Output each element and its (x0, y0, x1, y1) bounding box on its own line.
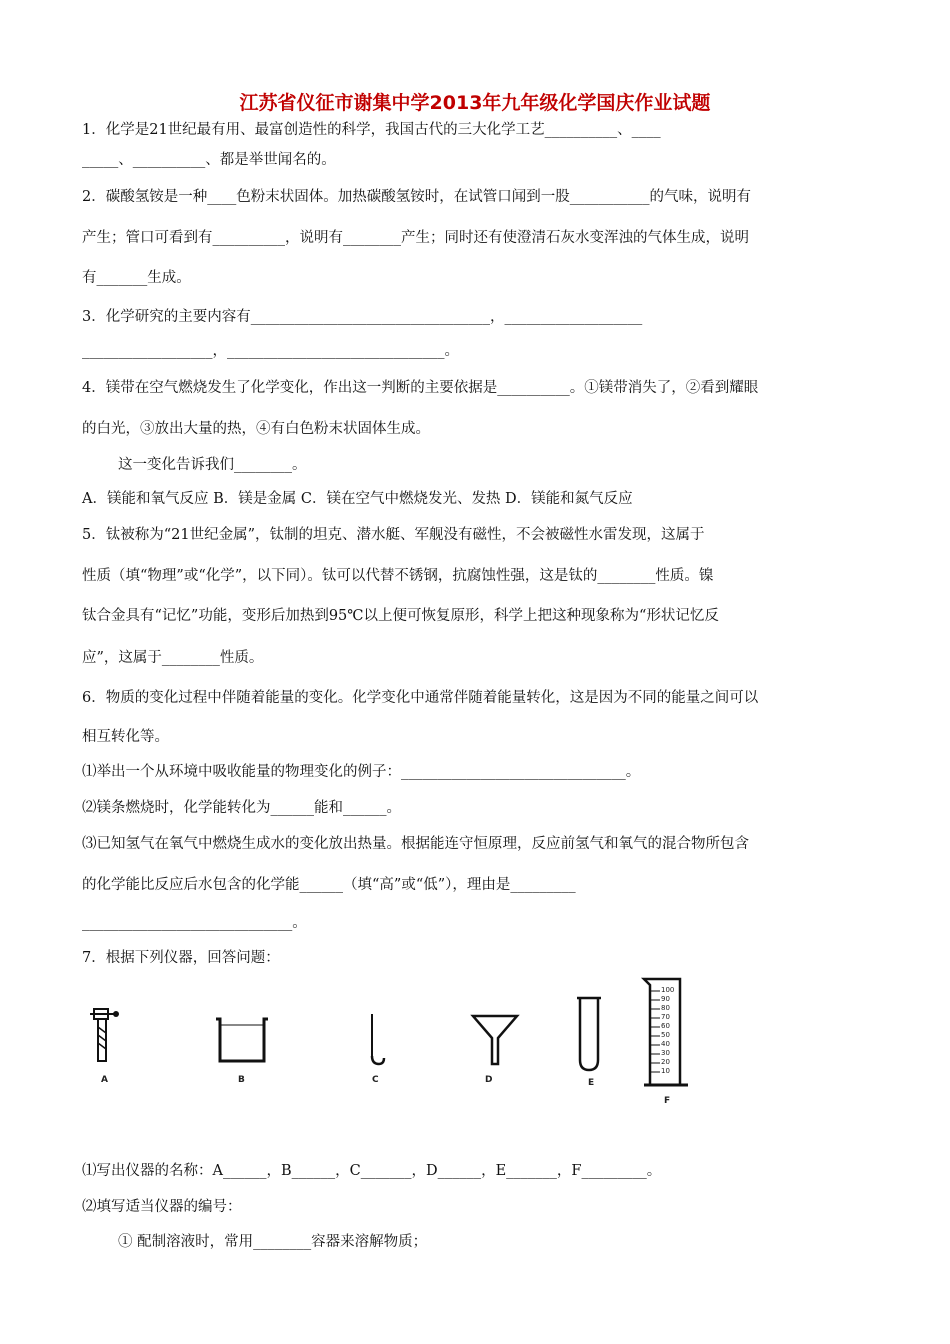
instrument-d-label: D (485, 1075, 493, 1085)
q5-line-2: 性质（填“物理”或“化学”，以下同）。钛可以代替不锈钢，抗腐蚀性强，这是钛的________性质。镍 (82, 568, 714, 584)
q4-line-3: 这一变化告诉我们________。 (118, 457, 307, 473)
q4-options: A．镁能和氧气反应 B．镁是金属 C．镁在空气中燃烧发光、发热 D．镁能和氮气反应 (82, 491, 633, 507)
q7-sub1: ⑴写出仪器的名称：A______，B______，C_______，D______，E_______，F_________。 (82, 1163, 662, 1179)
q2-line-1: 2．碳酸氢铵是一种____色粉末状固体。加热碳酸氢铵时，在试管口闻到一股___________的气味，说明有 (82, 189, 751, 205)
cylinder-tick: 40 (661, 1040, 670, 1048)
instrument-a-label: A (101, 1075, 108, 1085)
cylinder-tick: 90 (661, 995, 670, 1003)
q6-sub1: ⑴举出一个从环境中吸收能量的物理变化的例子：_______________________________。 (82, 764, 641, 780)
instrument-b-label: B (238, 1075, 245, 1085)
q7-sub2: ⑵填写适当仪器的编号： (82, 1199, 242, 1215)
instrument-c-spoon-icon (360, 1010, 390, 1070)
q6-sub3-line-2: 的化学能比反应后水包含的化学能______（填“高”或“低”），理由是_________ (82, 877, 576, 893)
cylinder-tick: 10 (661, 1067, 670, 1075)
q2-line-3: 有_______生成。 (82, 270, 191, 286)
cylinder-tick: 100 (661, 986, 675, 994)
q1-line-2: _____、__________、都是举世闻名的。 (82, 152, 336, 168)
page-title: 江苏省仪征市谢集中学2013年九年级化学国庆作业试题 (239, 92, 711, 114)
instrument-c-label: C (372, 1075, 379, 1085)
q4-line-1: 4．镁带在空气燃烧发生了化学变化，作出这一判断的主要依据是__________。①镁带消失了，②看到耀眼 (82, 380, 759, 396)
q1-line-1: 1．化学是21世纪最有用、最富创造性的科学，我国古代的三大化学工艺__________、____ (82, 122, 661, 138)
q6-line-2: 相互转化等。 (82, 729, 169, 745)
cylinder-tick: 20 (661, 1058, 670, 1066)
instrument-b-beaker-icon (212, 1015, 272, 1065)
instrument-a-clamp-icon (84, 1005, 128, 1065)
q3-line-1: 3．化学研究的主要内容有_________________________________，___________________ (82, 309, 643, 325)
q7-line-1: 7．根据下列仪器，回答问题： (82, 950, 280, 966)
q6-sub3-line-1: ⑶已知氢气在氧气中燃烧生成水的变化放出热量。根据能连守恒原理，反应前氢气和氧气的混合物所包含 (82, 836, 749, 852)
q7-sub2-item1: ① 配制溶液时，常用________容器来溶解物质； (118, 1234, 428, 1250)
q3-line-2: __________________，______________________________。 (82, 343, 459, 359)
cylinder-tick-labels (661, 986, 674, 1076)
instrument-e-test-tube-icon (574, 994, 604, 1074)
q6-line-1: 6．物质的变化过程中伴随着能量的变化。化学变化中通常伴随着能量转化，这是因为不同的能量之间可以 (82, 690, 759, 706)
instrument-e-label: E (588, 1078, 595, 1088)
cylinder-tick: 70 (661, 1013, 670, 1021)
cylinder-tick: 30 (661, 1049, 670, 1057)
instrument-d-funnel-icon (470, 1012, 520, 1068)
instrument-f-label: F (664, 1096, 671, 1106)
q5-line-4: 应”，这属于________性质。 (82, 650, 264, 666)
q5-line-3: 钛合金具有“记忆”功能，变形后加热到95℃以上便可恢复原形，科学上把这种现象称为“形状记忆反 (82, 608, 719, 624)
q6-sub2: ⑵镁条燃烧时，化学能转化为______能和______。 (82, 800, 401, 816)
cylinder-tick: 60 (661, 1022, 670, 1030)
q2-line-2: 产生；管口可看到有__________，说明有________产生；同时还有使澄清石灰水变浑浊的气体生成，说明 (82, 230, 749, 246)
q5-line-1: 5．钛被称为“21世纪金属”，钛制的坦克、潜水艇、军舰没有磁性，不会被磁性水雷发现，这属于 (82, 527, 705, 543)
cylinder-tick: 80 (661, 1004, 670, 1012)
q4-line-2: 的白光，③放出大量的热，④有白色粉末状固体生成。 (82, 421, 430, 437)
q6-sub3-line-3: _____________________________。 (82, 915, 307, 931)
cylinder-tick: 50 (661, 1031, 670, 1039)
